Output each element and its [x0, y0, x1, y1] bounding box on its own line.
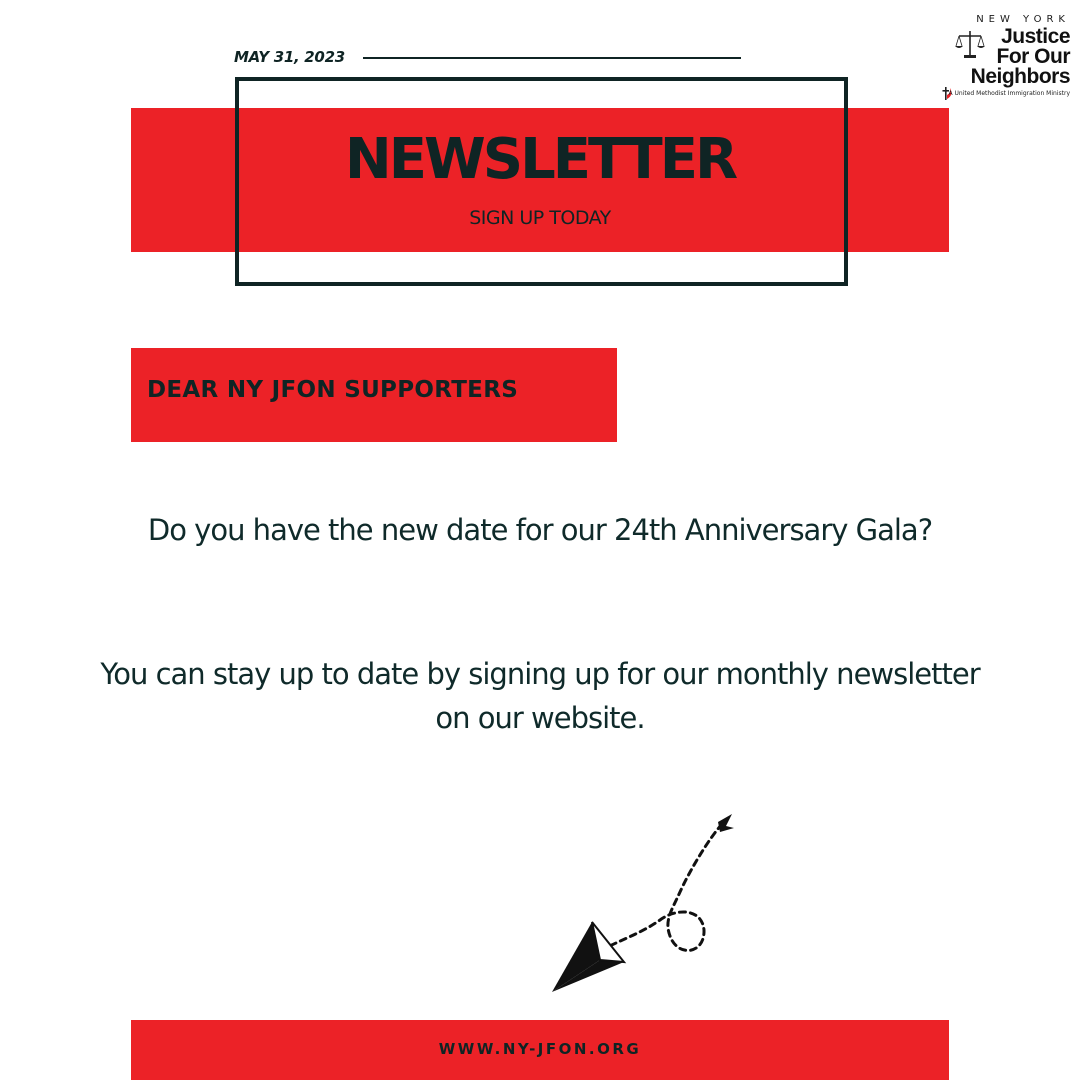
logo-tagline: A United Methodist Immigration Ministry — [948, 90, 1070, 97]
post-date: MAY 31, 2023 — [234, 48, 345, 66]
logo-line-3: Neighbors — [970, 65, 1070, 88]
newsletter-subtitle: SIGN UP TODAY — [469, 207, 611, 229]
scales-of-justice-icon — [954, 28, 986, 60]
paper-plane-icon — [540, 800, 750, 1000]
body-paragraph-1: Do you have the new date for our 24th Anniversary Gala? — [147, 513, 933, 547]
jfon-logo — [940, 14, 1072, 104]
newsletter-title: NEWSLETTER — [344, 127, 736, 192]
website-link[interactable]: WWW.NY-JFON.ORG — [438, 1040, 642, 1058]
top-divider — [363, 57, 741, 59]
logo-city: NEW YORK — [976, 14, 1070, 25]
logo-line-1: Justice — [1001, 25, 1070, 48]
logo-line-2: For Our — [996, 45, 1070, 68]
greeting-text: DEAR NY JFON SUPPORTERS — [147, 377, 519, 403]
body-paragraph-2: You can stay up to date by signing up for our monthly newsletter on our website. — [100, 657, 980, 735]
